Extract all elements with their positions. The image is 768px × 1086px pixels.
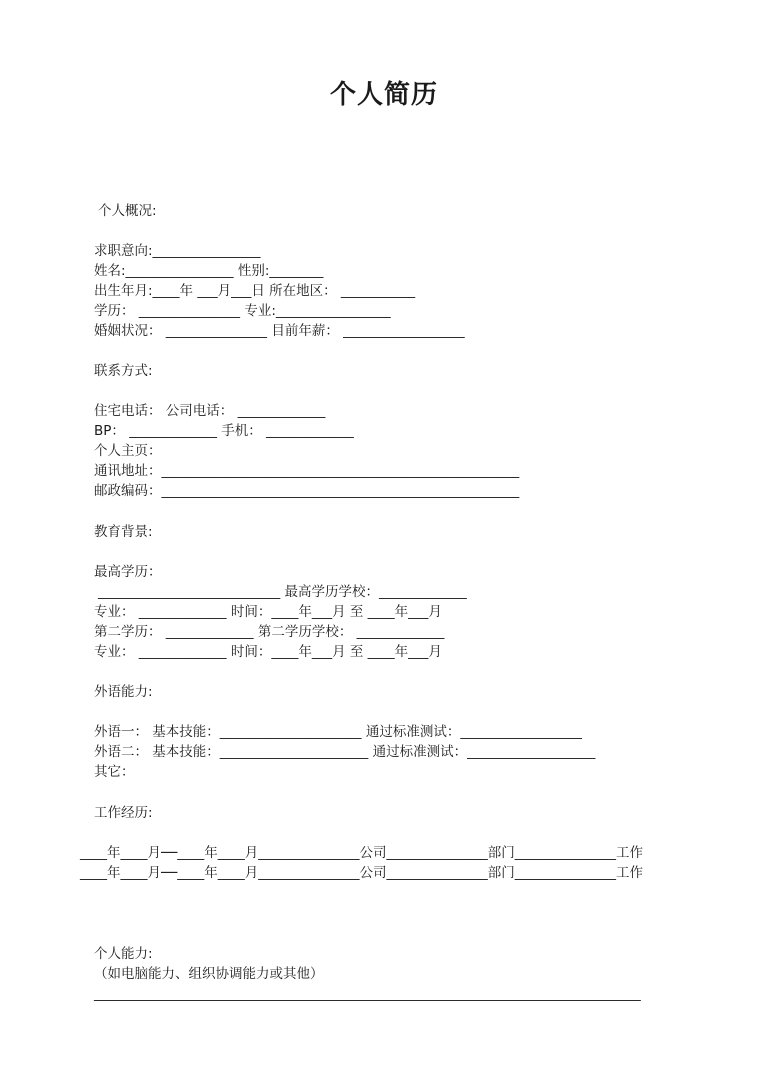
address-field[interactable]: 通讯地址：_____________________________________________________: [94, 463, 520, 479]
education-major-field[interactable]: 学历： _______________ 专业:_________________: [94, 303, 391, 319]
name-gender-field[interactable]: 姓名:________________ 性别:________: [94, 263, 324, 279]
work-row-1[interactable]: ____年____月──____年____月_______________公司_______________部门_______________工作: [80, 845, 644, 861]
homepage-field[interactable]: 个人主页：: [94, 443, 162, 459]
page-title: 个人简历: [329, 80, 438, 110]
postcode-field[interactable]: 邮政编码：_____________________________________________________: [94, 483, 520, 499]
phones-field[interactable]: 住宅电话： 公司电话： _____________: [94, 403, 326, 419]
languages-heading: 外语能力:: [94, 684, 153, 700]
work-heading: 工作经历:: [94, 805, 153, 821]
birth-location-field[interactable]: 出生年月:____年 ___月___日 所在地区： ___________: [94, 283, 416, 299]
work-row-2[interactable]: ____年____月──____年____月_______________公司_______________部门_______________工作: [80, 865, 644, 881]
second-degree-field[interactable]: 第二学历： _____________ 第二学历学校： _____________: [94, 624, 445, 640]
overview-heading: 个人概况:: [98, 203, 157, 219]
language-1-field[interactable]: 外语一： 基本技能：_____________________ 通过标准测试：__________________: [94, 724, 582, 740]
job-intent-field[interactable]: 求职意向:________________: [94, 243, 261, 259]
marital-salary-field[interactable]: 婚姻状况： _______________ 目前年薪： __________________: [94, 323, 465, 339]
bp-mobile-field[interactable]: BP： _____________ 手机： _____________: [94, 423, 354, 439]
highest-degree-label: 最高学历：: [94, 564, 162, 580]
language-2-field[interactable]: 外语二： 基本技能：______________________ 通过标准测试：___________________: [94, 744, 596, 760]
contact-heading: 联系方式:: [94, 363, 153, 379]
education-heading: 教育背景:: [94, 524, 153, 540]
abilities-note: （如电脑能力、组织协调能力或其他）: [94, 966, 324, 982]
abilities-blank-line[interactable]: _________________________________________________________________________________: [94, 986, 641, 1002]
abilities-heading: 个人能力:: [94, 946, 153, 962]
major-time-field-2[interactable]: 专业： _____________ 时间：____年___月 至 ____年___月: [94, 644, 442, 660]
highest-school-field[interactable]: ___________________________ 最高学历学校：_____________: [98, 584, 467, 600]
major-time-field-1[interactable]: 专业： _____________ 时间：____年___月 至 ____年___月: [94, 604, 442, 620]
other-language-field[interactable]: 其它：: [94, 764, 135, 780]
